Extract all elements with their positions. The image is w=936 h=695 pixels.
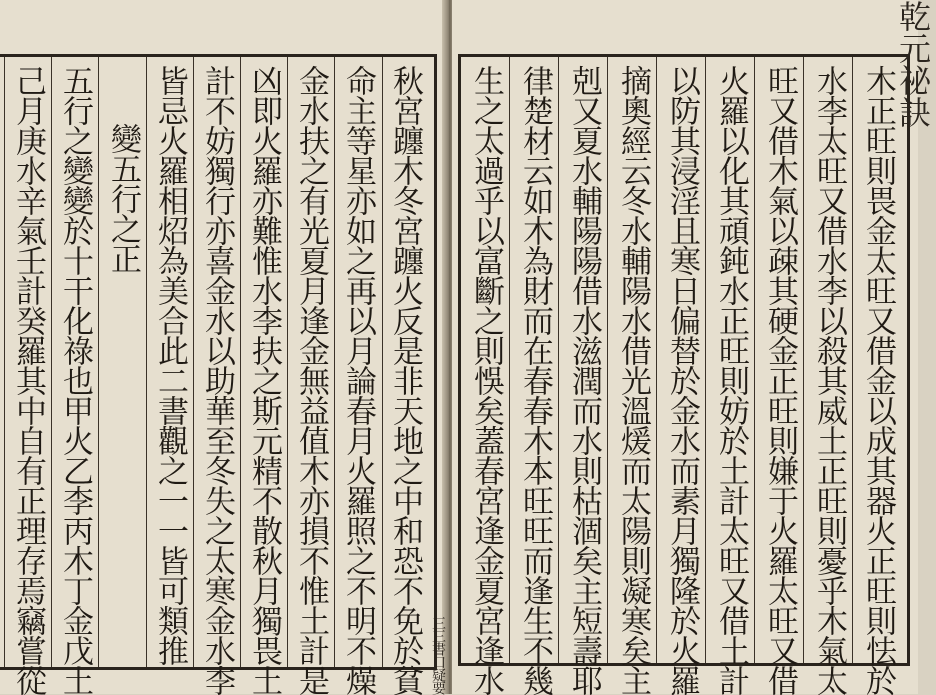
text-column: 摘奧經云冬水輔陽水借光溫煖而太陽則凝寒矣主 [615,65,651,695]
text-column: 律楚材云如木為財而在春春木本旺旺而逢生不幾 [517,65,553,695]
book-title: 乾元祕訣 [894,0,932,128]
text-column: 皆忌火羅相炤為美合此二書觀之一一皆可類推 [152,65,188,665]
text-column: 五行之變變於十干化祿也甲火乙李丙木丁金戊土 [57,65,93,695]
text-column: 木正旺則畏金太旺又借金以成其器火正旺則怯於 [860,65,896,695]
right-page-frame [458,54,910,695]
text-column: 水李太旺又借水李以殺其威土正旺則憂乎木氣太 [811,65,847,695]
text-column: 秋宮躔木冬宮躔火反是非天地之中和恐不免於貧 [387,65,423,695]
text-column: 己月庚水辛氣壬計癸羅其中自有正理存焉竊嘗從 [10,65,46,695]
text-column: 以防其浸淫且寒日偏替於金水而素月獨隆於火羅 [664,65,700,695]
left-page-frame [0,54,437,695]
text-column: 凶即火羅亦難惟水李扶之斯元精不散秋月獨畏土 [246,65,282,695]
left-page [0,0,446,694]
text-column: 火羅以化其頑鈍水正旺則妨於土計太旺又借土計 [713,65,749,695]
page-footer: 三三書口疑要 [430,616,446,694]
section-heading: 變五行之正 [105,123,141,273]
text-column: 生之太過乎以富斷之則悞矣蓋春宮逢金夏宮逢水 [468,65,504,695]
right-page [452,0,918,694]
text-column: 金水扶之有光夏月逢金無益值木亦損不惟土計是 [293,65,329,695]
text-column: 旺又借木氣以疎其硬金正旺則嫌于火羅太旺又借 [762,65,798,695]
text-column: 計不妨獨行亦喜金水以助華至冬失之太寒金水李 [199,65,235,695]
text-column: 剋又夏水輔陽陽借水滋潤而水則枯涸矣主短壽耶 [566,65,602,695]
text-column: 命主等星亦如之再以月論春月火羅照之不明不燥 [340,65,376,695]
